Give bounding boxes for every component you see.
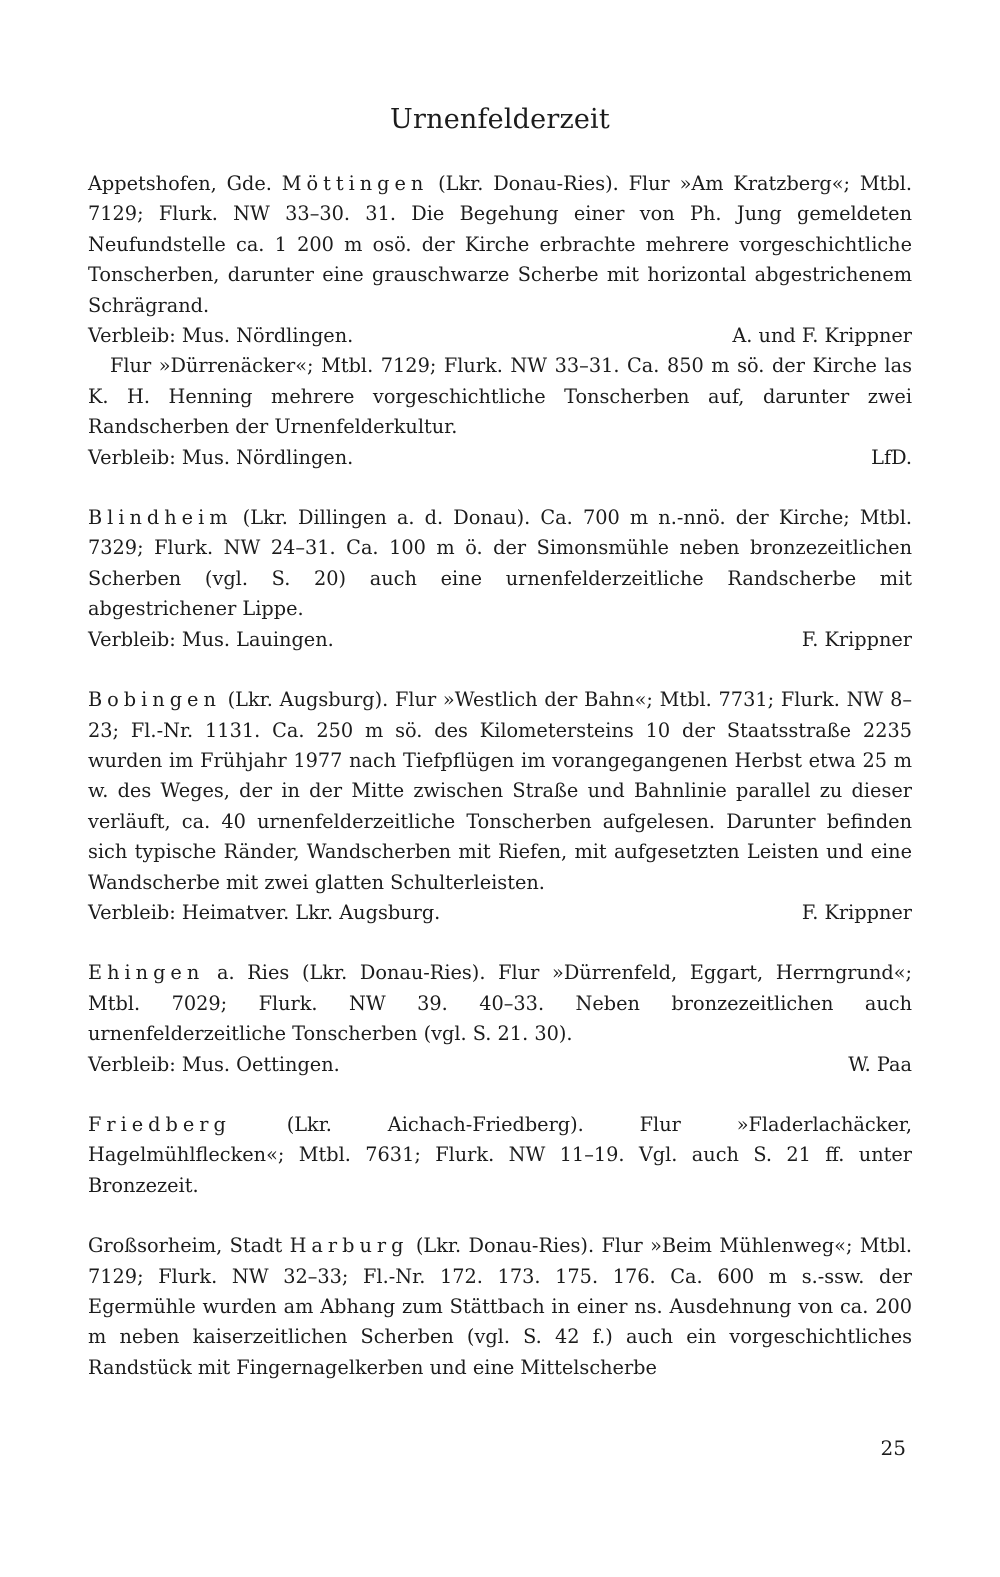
verbleib: Verbleib: Mus. Oettingen. <box>88 1052 340 1076</box>
section-heading: Urnenfelderzeit <box>390 104 610 135</box>
verbleib-line <box>88 625 912 655</box>
entry-blindheim <box>88 503 912 655</box>
entry-text <box>88 958 912 1049</box>
verbleib-line <box>88 1050 912 1080</box>
entry-ehingen <box>88 958 912 1080</box>
entry-text <box>88 1231 912 1383</box>
place-name: Möttingen <box>281 172 429 195</box>
place-prefix: Großsorheim, Stadt <box>88 1234 290 1258</box>
entry-body: (Lkr. Donau-Ries). Flur »Am Kratzberg«; Mtbl. 7129; Flurk. NW 33–30. 31. Die Begehung einer von Ph. Jung gemeldeten Neufundstelle ca. 1 200 m osö. der Kirche erbrachte mehrere vorgeschichtliche Tonscherben, darunter eine grauschwarze Scherbe mit horizontal abgestrichenem Schrägrand. <box>88 172 912 317</box>
entry-bobingen <box>88 685 912 928</box>
author: F. Krippner <box>801 627 912 651</box>
author: F. Krippner <box>801 900 912 924</box>
entry-body: (Lkr. Aichach-Friedberg). Flur »Fladerlachäcker, Hagelmühlflecken«; Mtbl. 7631; Flurk. NW 11–19. Vgl. auch S. 21 ff. unter Bronzezeit. <box>88 1112 912 1197</box>
page-content <box>88 104 912 1413</box>
entry-body: (Lkr. Donau-Ries). Flur »Beim Mühlenweg«; Mtbl. 7129; Flurk. NW 32–33; Fl.-Nr. 172. 173. 175. 176. Ca. 600 m s.-ssw. der Egermühle wurden am Abhang zum Stättbach in einer ns. Ausdehnung von ca. 200 m neben kaiserzeitlichen Scherben (vgl. S. 42 f.) auch ein vorgeschichtliches Randstück mit Fingernagelkerben und eine Mittelscherbe <box>88 1234 912 1379</box>
entry-text <box>88 685 912 898</box>
entry-text <box>88 503 912 625</box>
verbleib: Verbleib: Mus. Lauingen. <box>88 627 334 651</box>
place-prefix: Appetshofen, Gde. <box>88 172 282 195</box>
author: LfD. <box>871 445 912 469</box>
verbleib-line <box>88 898 912 928</box>
verbleib: Verbleib: Mus. Nördlingen. <box>88 445 354 469</box>
page-number: 25 <box>880 1436 906 1460</box>
place-name: Ehingen <box>88 961 205 985</box>
entry-grosssorheim <box>88 1231 912 1383</box>
place-name: Harburg <box>289 1234 409 1258</box>
entry-body: a. Ries (Lkr. Donau-Ries). Flur »Dürrenfeld, Eggart, Herrngrund«; Mtbl. 7029; Flurk. NW 39. 40–33. Neben bronzezeitlichen auch urnenfelderzeitliche Tonscherben (vgl. S. 21. 30). <box>88 961 912 1046</box>
entry-body: (Lkr. Dillingen a. d. Donau). Ca. 700 m n.-nnö. der Kirche; Mtbl. 7329; Flurk. NW 24–31. Ca. 100 m ö. der Simonsmühle neben bronzezeitlichen Scherben (vgl. S. 20) auch eine urnenfelderzeitliche Randscherbe mit abgestrichener Lippe. <box>88 506 912 621</box>
entry-friedberg <box>88 1110 912 1201</box>
place-name: Blindheim <box>88 506 233 530</box>
entry-text <box>88 169 912 321</box>
verbleib: Verbleib: Mus. Nördlingen. <box>88 324 354 348</box>
author: A. und F. Krippner <box>732 324 912 348</box>
verbleib-line <box>88 321 912 351</box>
entry-body: (Lkr. Augsburg). Flur »Westlich der Bahn«; Mtbl. 7731; Flurk. NW 8–23; Fl.-Nr. 1131. Ca. 250 m sö. des Kilometersteins 10 der Staatsstraße 2235 wurden im Frühjahr 1977 nach Tiefpflügen im vorangegangenen Herbst etwa 25 m w. des Weges, der in der Mitte zwischen Straße und Bahnlinie parallel zu dieser verläuft, ca. 40 urnenfelderzeitliche Tonscherben aufgelesen. Darunter befinden sich typische Ränder, Wandscherben mit Riefen, mit aufgesetzten Leisten und eine Wandscherbe mit zwei glatten Schulterleisten. <box>88 688 912 894</box>
author: W. Paa <box>848 1052 912 1076</box>
sub-entry-text: Flur »Dürrenäcker«; Mtbl. 7129; Flurk. NW 33–31. Ca. 850 m sö. der Kirche las K. H. Henning mehrere vorgeschichtliche Tonscherben auf, darunter zwei Randscherben der Urnenfelderkultur. <box>88 354 912 439</box>
verbleib: Verbleib: Heimatver. Lkr. Augsburg. <box>88 900 441 924</box>
verbleib-line <box>88 443 912 473</box>
place-name: Friedberg <box>88 1112 231 1136</box>
entry-text <box>88 1110 912 1201</box>
entry-appetshofen <box>88 169 912 473</box>
place-name: Bobingen <box>88 688 221 712</box>
